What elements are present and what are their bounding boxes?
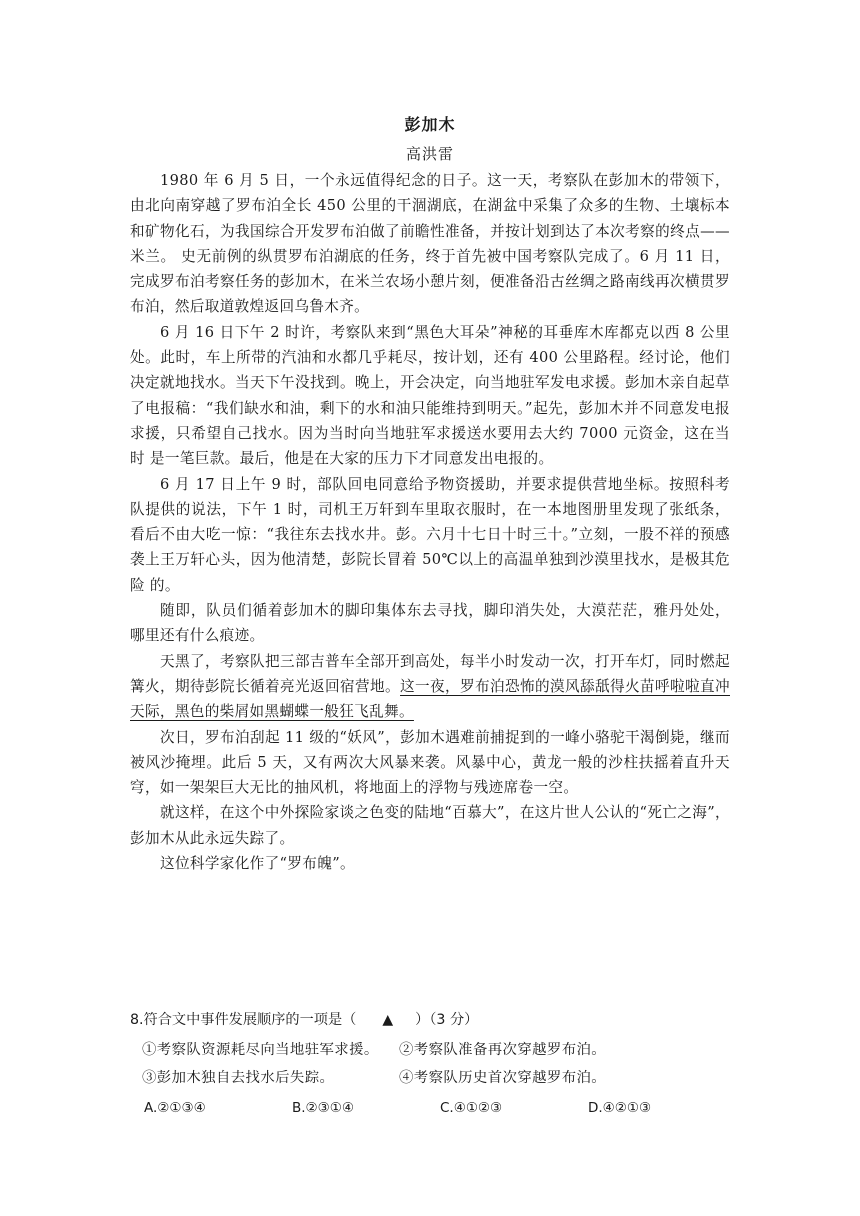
paragraph-3: 6 月 17 日上午 9 时，部队回电同意给予物资援助，并要求提供营地坐标。按照科考队提供的说法，下午 1 时，司机王万轩到车里取衣服时，在一本地图册里发现了张纸条，看后不由大吃一惊：“我往东去找水井。彭。六月十七日十时三十。”立刻，一股不祥的预感袭上王万轩心头，因为他清楚，彭院长冒着 50℃以上的高温单独到沙漠里找水，是极其危险 的。 bbox=[130, 475, 730, 594]
paragraph-6: 次日，罗布泊刮起 11 级的“妖风”，彭加木遇难前捕捉到的一峰小骆驼干渴倒毙，继而被风沙掩埋。此后 5 天，又有两次大风暴来袭。风暴中心，黄龙一般的沙柱扶摇着直升天穹，如一架架巨大无比的抽风机，将地面上的浮物与残迹席卷一空。 bbox=[130, 728, 730, 797]
article-title: 彭加木 bbox=[404, 115, 456, 134]
paragraph-5 bbox=[130, 649, 730, 725]
question-items bbox=[142, 1036, 750, 1092]
answer-options bbox=[144, 1094, 750, 1122]
paragraph-7: 就这样，在这个中外探险家谈之色变的陆地“百慕大”，在这片世人公认的“死亡之海”，彭加木从此永远失踪了。 bbox=[130, 804, 730, 847]
underlined-sentence: 这一夜，罗布泊恐怖的漠风舔舐得火苗呼啦啦直冲天际，黑色的柴屑如黑蝴蝶一般狂飞乱舞。 bbox=[130, 677, 730, 721]
answer-triangle-icon: ▲ bbox=[382, 1012, 394, 1028]
question-stem-end: ）（3 分） bbox=[415, 1012, 479, 1028]
option-d: D.④②①③ bbox=[588, 1100, 652, 1116]
option-b: B.②③①④ bbox=[292, 1100, 354, 1116]
option-a: A.②①③④ bbox=[144, 1100, 206, 1116]
item-row-2 bbox=[142, 1064, 750, 1092]
paragraph-1: 1980 年 6 月 5 日，一个永远值得纪念的日子。这一天，考察队在彭加木的带领下，由北向南穿越了罗布泊全长 450 公里的干涸湖底，在湖盆中采集了众多的生物、土壤标本和矿物化石，为我国综合开发罗布泊做了前瞻性准备，并按计划到达了本次考察的终点——米兰。 史无前例的纵贯罗布泊湖底的任务，终于首先被中国考察队完成了。6 月 11 日，完成罗布泊考察任务的彭加木，在米兰农场小憩片刻，便准备沿古丝绸之路南线再次横贯罗布泊，然后取道敦煌返回乌鲁木齐。 bbox=[130, 172, 730, 316]
question-stem bbox=[130, 1006, 750, 1034]
paragraph-5-text: 天黑了，考察队把三部吉普车全部开到高处，每半小时发动一次，打开车灯，同时燃起篝火，期待彭院长循着亮光返回宿营地。 bbox=[130, 652, 730, 695]
list-item: ①考察队资源耗尽向当地驻军求援。 bbox=[142, 1042, 379, 1058]
question-stem-text: 符合文中事件发展顺序的一项是（ bbox=[143, 1012, 357, 1028]
item-row-1 bbox=[142, 1036, 750, 1064]
paragraph-2: 6 月 16 日下午 2 时许，考察队来到“黑色大耳朵”神秘的耳垂库木库都克以西 8 公里 处。此时，车上所带的汽油和水都几乎耗尽，按计划，还有 400 公里路程。经讨论，他们决定就地找水。当天下午没找到。晚上，开会决定，向当地驻军发电求援。彭加木亲自起草了电报稿：“我们缺水和油，剩下的水和油只能维持到明天。”起先，彭加木并不同意发电报求援，只希望自己找水。因为当时向当地驻军求援送水要用去大约 7000 元资金，这在当时 是一笔巨款。最后，他是在大家的压力下才同意发出电报的。 bbox=[130, 323, 730, 468]
list-item: ②考察队准备再次穿越罗布泊。 bbox=[399, 1042, 607, 1058]
paragraph-8: 这位科学家化作了“罗布魄”。 bbox=[160, 855, 355, 873]
question-8 bbox=[130, 1006, 750, 1122]
question-number: 8. bbox=[130, 1012, 144, 1028]
list-item: ④考察队历史首次穿越罗布泊。 bbox=[399, 1070, 607, 1086]
list-item: ③彭加木独自去找水后失踪。 bbox=[142, 1070, 335, 1086]
article-body bbox=[130, 168, 730, 876]
article-author: 高洪雷 bbox=[405, 145, 454, 163]
option-c: C.④①②③ bbox=[440, 1100, 503, 1116]
paragraph-4: 随即，队员们循着彭加木的脚印集体东去寻找，脚印消失处，大漠茫茫，雅丹处处， 哪里还有什么痕迹。 bbox=[130, 602, 730, 645]
